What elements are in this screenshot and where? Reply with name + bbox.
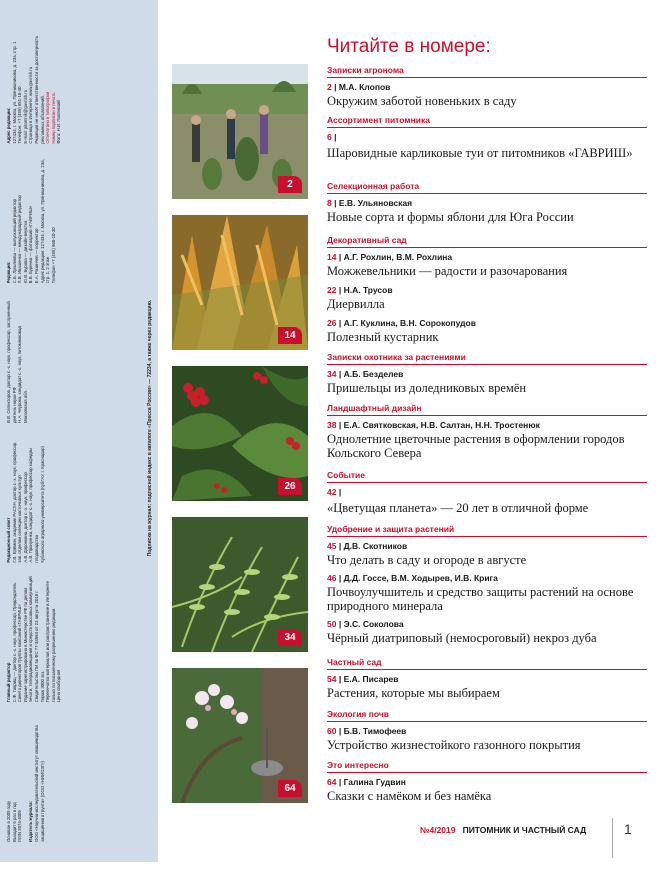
magazine-name: ПИТОМНИК И ЧАСТНЫЙ САД bbox=[462, 825, 587, 835]
article-title[interactable]: Чёрный диатриповый (немосporовый) некроз дуба bbox=[327, 631, 597, 645]
section-heading: Экология почв bbox=[327, 709, 647, 722]
page-number: 60 bbox=[327, 726, 337, 736]
page-number: 26 bbox=[327, 318, 337, 328]
section-heading: Событие bbox=[327, 470, 647, 483]
imprint-line: Тираж 3000 экз. bbox=[39, 670, 45, 703]
page-number: 45 bbox=[327, 541, 337, 551]
section-heading: Удобрение и защита растений bbox=[327, 524, 647, 537]
section-plant-hunter bbox=[327, 352, 647, 395]
section-heading: Записки агронома bbox=[327, 65, 647, 78]
imprint-col-1 bbox=[6, 712, 134, 842]
article-meta[interactable]: 45 | Д.В. Скотников bbox=[327, 541, 408, 551]
article-title[interactable]: Пришельцы из доледниковых времён bbox=[327, 381, 527, 395]
article-authors: А.Г. Рохлин, В.М. Рохлина bbox=[343, 252, 453, 262]
imprint-heading: Адрес редакции: bbox=[6, 107, 11, 144]
imprint-line: Е.А. Розинчев — корректор bbox=[33, 228, 39, 284]
article-authors: Д.Д. Госсе, В.М. Ходырев, И.В. Крига bbox=[343, 573, 498, 583]
article-title[interactable]: Однолетние цветочные растения в оформлении городов Кольского Севера bbox=[327, 432, 625, 460]
section-decorative-garden bbox=[327, 235, 647, 344]
section-landscape-design bbox=[327, 403, 647, 460]
photo-page-number: 14 bbox=[278, 327, 302, 344]
section-private-garden bbox=[327, 657, 647, 700]
issue-number: №4/2019 bbox=[420, 825, 456, 835]
imprint-line: Фото: Н.И. Полянский bbox=[56, 100, 62, 144]
section-heading: Это интересно bbox=[327, 760, 647, 773]
imprint-line: Кубанского аграрного университета (КубГАУ, г. Краснодар) bbox=[39, 446, 45, 563]
photo-page-number: 26 bbox=[278, 478, 302, 495]
imprint-col-3 bbox=[6, 433, 134, 563]
imprint-line: В.В. Селекторов, доктор с.-х. наук, профессор, заслуженный деятель науки РФ bbox=[6, 301, 17, 423]
page-folio: 1 bbox=[624, 821, 632, 837]
article-title[interactable]: Что делать в саду и огороде в августе bbox=[327, 553, 527, 567]
imprint-line: ISSN 2074-4005 bbox=[17, 810, 23, 842]
page-number: 2 bbox=[327, 82, 332, 92]
photo-juniper bbox=[172, 215, 308, 350]
imprint-heading: Главный редактор bbox=[6, 662, 11, 703]
section-nursery-assortment bbox=[327, 115, 647, 160]
article-title[interactable]: Полезный кустарник bbox=[327, 330, 439, 344]
article-meta[interactable]: 26 | А.Г. Куклина, В.Н. Сорокопудов bbox=[327, 318, 476, 328]
imprint-line: С.Ф. Гаврищ — доктор с.-х. наук, профессор, Председатель Совета директоров Группы компаний «ГАВРИШ» bbox=[11, 582, 23, 703]
imprint-line: Ю.В. Бурова — дизайн-верстка bbox=[22, 220, 28, 284]
article-meta[interactable]: 42 | bbox=[327, 487, 342, 497]
article-authors: Е.А. Святковская, Н.В. Салтан, Н.Н. Тростенюк bbox=[343, 420, 540, 430]
article-meta[interactable]: 22 | Н.А. Трусов bbox=[327, 285, 393, 295]
page-footer bbox=[420, 825, 586, 835]
imprint-heading: Редакция: bbox=[6, 261, 11, 284]
imprint-line: Выходит 6 раз в год bbox=[11, 802, 17, 842]
page-number: 8 bbox=[327, 198, 332, 208]
article-meta[interactable]: 38 | Е.А. Святковская, Н.В. Салтан, Н.Н. Тростенюк bbox=[327, 420, 540, 430]
article-title[interactable]: Устройство жизнестойкого газонного покрытия bbox=[327, 738, 581, 752]
article-authors: А.Б. Безделев bbox=[343, 369, 404, 379]
subscription-note: Подписка на журнал: подписной индекс в каталоге «Пресса России» — 72234, а также через редакцию. bbox=[147, 299, 154, 557]
article-title[interactable]: Окружим заботой новеньких в саду bbox=[327, 94, 517, 108]
page-number: 42 bbox=[327, 487, 337, 497]
article-meta[interactable]: 14 | А.Г. Рохлин, В.М. Рохлина bbox=[327, 252, 453, 262]
article-authors: Галина Гудвин bbox=[343, 777, 406, 787]
section-interesting bbox=[327, 760, 647, 803]
photo-berries bbox=[172, 366, 308, 501]
imprint-line: Основан в 2009 году bbox=[6, 800, 11, 842]
imprint-col-4 bbox=[6, 293, 134, 423]
imprint-rotated-text bbox=[0, 0, 158, 862]
article-authors: Е.А. Писарев bbox=[343, 674, 399, 684]
photo-blossom bbox=[172, 668, 308, 803]
article-title[interactable]: Можжевельники — радости и разочарования bbox=[327, 264, 568, 278]
article-authors: А.Г. Куклина, В.Н. Сорокопудов bbox=[343, 318, 476, 328]
article-authors: Э.С. Соколова bbox=[343, 619, 404, 629]
section-heading: Селекционная работа bbox=[327, 181, 647, 194]
section-heading: Декоративный сад bbox=[327, 235, 647, 248]
section-event bbox=[327, 470, 647, 515]
article-meta[interactable]: 34 | А.Б. Безделев bbox=[327, 369, 404, 379]
imprint-line: Номер подписан в печать bbox=[50, 92, 56, 144]
footer-divider bbox=[612, 818, 613, 858]
imprint-line: А.В. Доронкина, доктор с.-х. наук, профессор bbox=[22, 472, 28, 563]
page-number: 54 bbox=[327, 674, 337, 684]
page-number: 34 bbox=[327, 369, 337, 379]
imprint-heading: Издатель журнала: bbox=[28, 801, 34, 842]
section-fertilizer-protection bbox=[327, 524, 647, 645]
article-title[interactable]: Растения, которые мы выбираем bbox=[327, 686, 500, 700]
article-meta[interactable]: 64 | Галина Гудвин bbox=[327, 777, 406, 787]
article-meta[interactable]: 50 | Э.С. Соколова bbox=[327, 619, 404, 629]
article-authors: Н.А. Трусов bbox=[343, 285, 393, 295]
imprint-line: С.Б. Лукьянова — выпускающий редактор bbox=[11, 199, 17, 284]
imprint-line: Отпечатано в типографии bbox=[45, 91, 51, 144]
article-meta[interactable]: 8 | Е.В. Ульяновская bbox=[327, 198, 413, 208]
imprint-line: А.В. Пронуенко, кандидат с.-х. наук, профессор кафедры плодоводства bbox=[28, 447, 39, 563]
imprint-line: Редакция не несёт ответственности за достоверность рекламных объявлений. bbox=[33, 35, 45, 144]
page-number: 46 bbox=[327, 573, 337, 583]
section-soil-ecology bbox=[327, 709, 647, 752]
imprint-line: Н.А. Чеурова, кандидат с.-х. наук, питомниковод bbox=[17, 326, 23, 423]
imprint-col-2 bbox=[6, 573, 134, 703]
page-number: 38 bbox=[327, 420, 337, 430]
page-number: 22 bbox=[327, 285, 337, 295]
article-meta[interactable]: 6 | bbox=[327, 132, 337, 142]
photo-planting bbox=[172, 64, 308, 199]
article-meta[interactable]: 46 | Д.Д. Госсе, В.М. Ходырев, И.В. Крига bbox=[327, 573, 498, 583]
imprint-line: Адрес редакции: 127434, г. Москва, ул. Прянишникова, д. 23а, стр. 1, 2 этаж bbox=[39, 159, 51, 284]
page-number: 50 bbox=[327, 619, 337, 629]
article-title[interactable]: «Цветущая планета» — 20 лет в отличной форме bbox=[327, 501, 589, 515]
article-title[interactable]: Почвоулучшитель и средство защиты растений на основе природного минерала bbox=[327, 585, 634, 613]
article-title[interactable]: Сказки с намёком и без намёка bbox=[327, 789, 492, 803]
imprint-line: Телефон: +7 (495) 651-16-40 bbox=[17, 86, 23, 144]
article-meta[interactable]: 54 | Е.А. Писарев bbox=[327, 674, 399, 684]
article-title[interactable]: Новые сорта и формы яблони для Юга России bbox=[327, 210, 574, 224]
article-title[interactable]: Шаровидные карликовые туи от питомников «ГАВРИШ» bbox=[327, 146, 633, 160]
imprint-line: E-mail: pitomnik@gavrish.ru bbox=[22, 89, 28, 144]
section-breeding bbox=[327, 181, 647, 224]
imprint-line: Телефон +7 (495) 968-10-30 bbox=[50, 227, 56, 284]
imprint-line: В.В. Буренко — фотоархив «ГАВРИШ» bbox=[28, 205, 34, 284]
article-meta[interactable]: 60 | Б.В. Тимофеев bbox=[327, 726, 407, 736]
page-number: 6 bbox=[327, 132, 332, 142]
imprint-line: Московская обл. bbox=[22, 389, 28, 423]
article-title[interactable]: Диервилла bbox=[327, 297, 385, 311]
photo-page-number: 64 bbox=[278, 780, 302, 797]
imprint-col-5 bbox=[6, 154, 134, 284]
photo-fern bbox=[172, 517, 308, 652]
article-authors: Е.В. Ульяновская bbox=[338, 198, 413, 208]
article-authors: М.А. Клопов bbox=[338, 82, 391, 92]
photo-page-number: 34 bbox=[278, 629, 302, 646]
imprint-heading: Редакционный совет bbox=[6, 517, 11, 563]
imprint-line: Страница в Интернете: www.gavrish.ru bbox=[28, 66, 34, 144]
section-agronomist bbox=[327, 65, 647, 108]
imprint-line: Издание зарегистрировано в Министерстве РФ по делам печати, телерадиовещания и средств массовых коммуникаций bbox=[22, 576, 34, 703]
section-heading: Ассортимент питомника bbox=[327, 115, 647, 128]
section-heading: Частный сад bbox=[327, 657, 647, 670]
imprint-line: Г.В. Ерёмин, академик РАСХН, доктор с.-х. наук, профессор, зав. отделом селекции косточковых культур bbox=[11, 441, 23, 563]
imprint-col-6 bbox=[6, 14, 134, 144]
imprint-line: Перепечатка материалов или распространение в Интернете только по письменному разрешению редакции. bbox=[45, 581, 56, 703]
page-number: 64 bbox=[327, 777, 337, 787]
section-heading: Записки охотника за растениями bbox=[327, 352, 647, 365]
imprint-line: Цена свободная bbox=[56, 669, 62, 703]
imprint-line: Л.В. Ивашенко — международный редактор bbox=[17, 195, 23, 284]
article-authors: Д.В. Скотников bbox=[343, 541, 408, 551]
toc-title: Читайте в номере: bbox=[327, 36, 491, 57]
page-number: 14 bbox=[327, 252, 337, 262]
imprint-line: Свидетельство ПИ № ФС 77-34563 от 23 августа 2018 г. bbox=[33, 590, 39, 703]
imprint-panel bbox=[0, 0, 158, 862]
imprint-line: 127434, г. Москва, ул. Прянишникова, д. 23а, стр. 1 bbox=[11, 41, 17, 144]
photo-page-number: 2 bbox=[278, 176, 302, 193]
article-authors: Б.В. Тимофеев bbox=[343, 726, 407, 736]
imprint-line: ООО «Научно-исследовательский институт овощеводства защищённого грунта» (ООО «НИИОЗГ») bbox=[33, 725, 45, 842]
section-heading: Ландшафтный дизайн bbox=[327, 403, 647, 416]
article-meta[interactable]: 2 | М.А. Клопов bbox=[327, 82, 391, 92]
